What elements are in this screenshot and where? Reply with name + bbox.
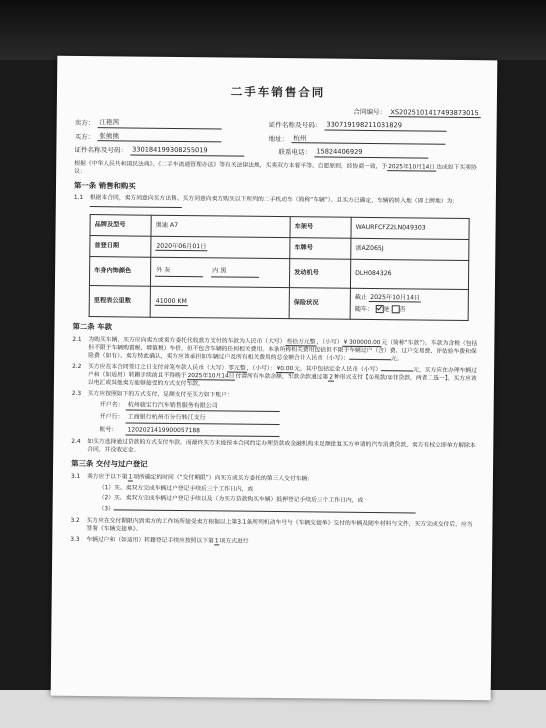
seller-id-value: 330719198211031829: [324, 121, 446, 132]
clause-text: 买方应在本合同签订之日支付首笔车款人民币（大写）: [88, 363, 228, 372]
clause-text: 卖方应于以下第: [86, 473, 128, 480]
delivery-option-1: （1）买、卖双方完成车辆过户登记手续后三个工作日内，或: [98, 484, 254, 493]
mileage-label: 里程表公里数: [89, 286, 150, 318]
seller-label: 卖方：: [74, 118, 95, 128]
clause-1-1: [74, 194, 480, 214]
clause-3-1: [71, 472, 477, 484]
delivery-option-3: [99, 505, 477, 517]
clause-text: 如买方选择通过贷款的方式支付车款，而最终买方未能按本合同约定办理贷款或金融机构未足额批复买方申请的汽车消费贷款，卖方有权立即单方解除本合同，并没收定金。: [87, 439, 476, 454]
clause-text: ，（小写）：: [246, 365, 276, 372]
clause-2-4: [71, 438, 477, 458]
insurance-no-label: 否: [399, 305, 406, 313]
transfer-option: 1: [214, 538, 219, 545]
buyer-address-value: 杭州: [291, 134, 445, 145]
buyer-value: 张熊熊: [97, 132, 221, 143]
basis-text: 根据《中华人民共和国民法典》、《二手车流通管理办法》等有关法律法规，买卖双方本着平等、自愿原则，经协商一致，于: [74, 160, 388, 170]
contract-number-value: XS2025101417493873015: [388, 108, 481, 118]
insurance-yes-label: 是: [383, 305, 390, 313]
clause-number: 2.4: [71, 438, 81, 445]
clause-2-1: [72, 335, 478, 363]
account-name-value: 杭州骏宝行汽车销售服务有限公司: [126, 401, 280, 412]
clause-text: 元。: [391, 355, 403, 362]
insurance-date: 2025年10月14日: [370, 294, 421, 302]
clause-number: 2.3: [71, 390, 82, 397]
price-in-figures: ¥ 300000.00: [343, 339, 381, 346]
plate-value: 浙AZ065J: [351, 238, 469, 260]
insurance-transfer-label: 随车：: [354, 305, 374, 313]
buyer-id-row: [74, 145, 480, 159]
clause-number: 1.1: [73, 194, 84, 201]
insurance-until-label: 截止: [354, 293, 368, 301]
color-label: 车身内饰颜色: [89, 257, 150, 287]
clause-number: 3.3: [70, 536, 80, 543]
plate-label: 车牌号: [290, 238, 351, 260]
vehicle-info-table: [89, 214, 470, 321]
clause-number: 3.1: [70, 473, 81, 480]
clause-text: 项所确定的时间（“交付期限”）向买方或买方委托的第三人交付车辆：: [133, 474, 314, 482]
clause-text: 元，其中包括定金人民币（小写）: [294, 365, 382, 373]
dark-background-top: [0, 0, 546, 60]
first-payment-in-words: 零元整: [228, 365, 246, 372]
delivery-option-2: （2）买、卖双方完成车辆过户登记手续以及（为买方贷款购买车辆）抵押登记手续后三个工作日内，或: [98, 495, 364, 504]
brand-label: 品牌及型号: [90, 215, 151, 237]
contract-number-label: 合同编号：: [353, 107, 387, 116]
engine-label: 发动机号: [289, 259, 350, 289]
payment-way: 2: [329, 374, 333, 381]
mileage-value: 41000 KM: [155, 297, 187, 305]
clause-text: ，（小写）: [316, 338, 343, 346]
option-3-label: （3）: [98, 505, 114, 512]
clause-text: 项方式进行: [219, 538, 249, 545]
reg-date-label: 首登日期: [90, 236, 151, 258]
brand-value: 奥迪 A7: [151, 215, 290, 237]
bank-account-block: [99, 401, 477, 439]
clause-text: 买方应在交付期限内到卖方的工作场所接受卖方根据以上第3.1条所列机动车号与《车辆交接单》交付的车辆及随车材料与文件，买方完成交付后，应当签署《车辆交接单》。: [86, 518, 473, 533]
section-1-title: 第一条 销售和购买: [73, 180, 136, 191]
price-in-words: 叁拾万元整: [286, 338, 316, 345]
basis-date: 2025年10月14日: [388, 163, 436, 171]
basis-tail: 达成如下买卖协议：: [74, 164, 477, 175]
clause-text: 种形式支付【①现款/②非贷款，两者二选一】。买方应该以电汇或其他卖方能够接受的方式支付车款。: [87, 374, 477, 387]
vin-value: WAURFCFZ2LN049303: [351, 217, 469, 239]
clause-text: 为购买车辆，买方应向卖方或卖方委托代收款方支付的车款为人民币（大写）: [88, 336, 286, 345]
clause-number: 2.2: [72, 363, 82, 370]
deposit-blank: [381, 370, 413, 371]
clause-number: 3.2: [70, 517, 80, 524]
delivery-option: 1: [128, 473, 133, 481]
clause-text: 根据本合同，卖方同意向买方出售、买方同意向卖方购买以下所列的二手机动车（简称“车辆”）。且买方已确定，车辆的转入地（即上牌地）为：: [89, 195, 459, 205]
section-2-title: 第二条 车款: [72, 321, 113, 332]
section-3-title: 第三条 交付与过户登记: [71, 458, 148, 469]
first-payment-in-figures: ¥0.00: [276, 365, 294, 372]
registration-place-blank: [90, 206, 182, 208]
interior-color: 内 黑: [211, 268, 259, 278]
insurance-no-checkbox: [391, 305, 399, 313]
buyer-phone-label: 联系电话：: [278, 148, 312, 157]
clause-2-2: [72, 362, 478, 390]
buyer-phone-value: 15824406929: [314, 147, 428, 158]
buyer-row: [74, 131, 480, 145]
clause-text: 车辆过户和（如适用）转籍登记手续应按照以下第: [86, 537, 214, 545]
seller-row: [75, 118, 481, 132]
reg-date-value: 2020年06月01日: [156, 242, 207, 251]
balance-due-date: 2025年10月14日: [187, 372, 235, 380]
vin-label: 车架号: [290, 217, 351, 239]
account-number-value: 1202021419900057188: [125, 426, 279, 437]
contract-number: [75, 104, 481, 117]
insurance-label: 保险状况: [289, 288, 350, 320]
engine-value: DLH084326: [350, 259, 468, 289]
option-3-blank: [114, 509, 416, 513]
buyer-id-label: 证件名称及号码：: [74, 145, 128, 155]
table-row: [89, 286, 468, 321]
account-name-label: 开户名：: [99, 400, 124, 408]
exterior-color: 外 灰: [155, 267, 203, 277]
document-title: 二手车销售合同: [230, 84, 326, 100]
bank-branch-label: 开户行：: [99, 413, 124, 421]
seller-id-label: 证件名称及号码：: [268, 120, 322, 130]
clause-2-3: [72, 389, 478, 401]
clause-number: 2.1: [72, 336, 82, 343]
fee-blank: [349, 358, 391, 359]
legal-basis-paragraph: [74, 159, 480, 179]
clause-3-2: [70, 517, 476, 537]
clause-text: 元，买方应在办理车辆过户和（如适用）转籍手续前且不得晚于: [87, 366, 478, 379]
clause-text: 买方应按照如下的方式支付，足额支付至买方如下账户：: [87, 390, 233, 399]
table-row: [89, 257, 468, 290]
clause-3-3: [70, 536, 476, 548]
bank-branch-value: 工商银行杭州市分行转江支行: [126, 413, 280, 424]
seller-value: 江艳茜: [97, 118, 221, 129]
insurance-yes-checkbox: [375, 305, 383, 313]
clause-text: 元（简称“车款”）。车款为含税（包括但不限于车辆购置税、增值税）车价，但不包含车辆的任何相关费用。本条所称相关费用包括但不限于车辆过户（含）费、过户交易费、评估验车费和保险费（如有）、卖方特此确认，卖方应该承担如车辆过户及所有相关费用的总金额合计人民币（小写）：: [88, 339, 478, 362]
clause-text: 付清所有车款余额，车款余款通过第: [235, 373, 329, 381]
buyer-label: 买方：: [74, 132, 95, 141]
account-number-label: 账号：: [99, 425, 118, 433]
contract-paper: [51, 56, 498, 701]
buyer-id-value: 330184199308255019: [130, 145, 244, 156]
buyer-address-label: 地址：: [268, 134, 289, 143]
